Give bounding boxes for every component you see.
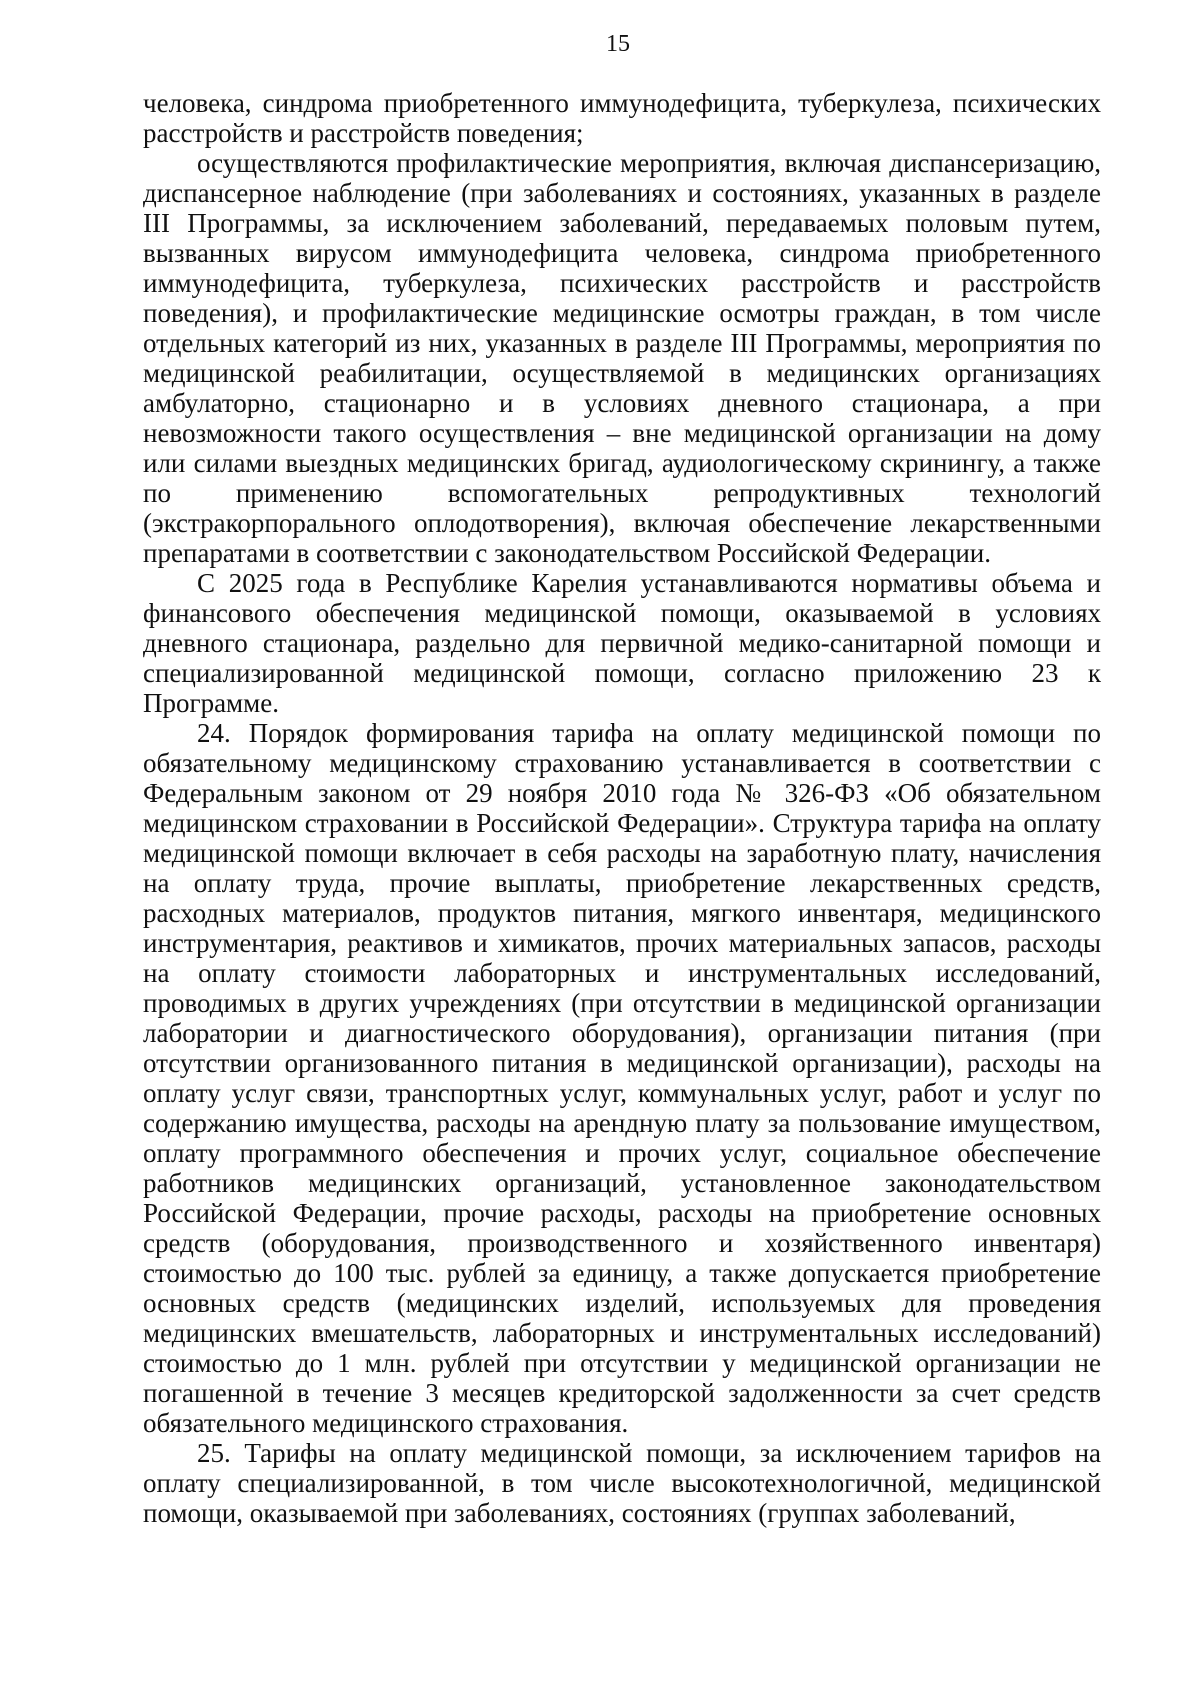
paragraph-day-hospital-norms: С 2025 года в Республике Карелия устанавливаются нормативы объема и финансового обеспечения медицинской помощи, оказываемой в условиях дневного стационара, раздельно для первичной медико-санитарной помощи и специализированной медицинской помощи, согласно приложению 23 к Программе. (143, 568, 1101, 718)
paragraph-item-24: 24. Порядок формирования тарифа на оплату медицинской помощи по обязательному медицинскому страхованию устанавливается в соответствии с Федеральным законом от 29 ноября 2010 года № 326-ФЗ «Об обязательном медицинском страховании в Российской Федерации». Структура тарифа на оплату медицинской помощи включает в себя расходы на заработную плату, начисления на оплату труда, прочие выплаты, приобретение лекарственных средств, расходных материалов, продуктов питания, мягкого инвентаря, медицинского инструментария, реактивов и химикатов, прочих материальных запасов, расходы на оплату стоимости лабораторных и инструментальных исследований, проводимых в других учреждениях (при отсутствии в медицинской организации лаборатории и диагностического оборудования), организации питания (при отсутствии организованного питания в медицинской организации), расходы на оплату услуг связи, транспортных услуг, коммунальных услуг, работ и услуг по содержанию имущества, расходы на арендную плату за пользование имуществом, оплату программного обеспечения и прочих услуг, социальное обеспечение работников медицинских организаций, установленное законодательством Российской Федерации, прочие расходы, расходы на приобретение основных средств (оборудования, производственного и хозяйственного инвентаря) стоимостью до 100 тыс. рублей за единицу, а также допускается приобретение основных средств (медицинских изделий, используемых для проведения медицинских вмешательств, лабораторных и инструментальных исследований) стоимостью до 1 млн. рублей при отсутствии у медицинской организации не погашенной в течение 3 месяцев кредиторской задолженности за счет средств обязательного медицинского страхования. (143, 718, 1101, 1438)
paragraph-item-25: 25. Тарифы на оплату медицинской помощи, за исключением тарифов на оплату специализированной, в том числе высокотехнологичной, медицинской помощи, оказываемой при заболеваниях, состояниях (группах заболеваний, (143, 1438, 1101, 1528)
page-number: 15 (606, 31, 630, 57)
paragraph-preventive-measures: осуществляются профилактические мероприятия, включая диспансеризацию, диспансерное наблюдение (при заболеваниях и состояниях, указанных в разделе III Программы, за исключением заболеваний, передаваемых половым путем, вызванных вирусом иммунодефицита человека, синдрома приобретенного иммунодефицита, туберкулеза, психических расстройств и расстройств поведения), и профилактические медицинские осмотры граждан, в том числе отдельных категорий из них, указанных в разделе III Программы, мероприятия по медицинской реабилитации, осуществляемой в медицинских организациях амбулаторно, стационарно и в условиях дневного стационара, а при невозможности такого осуществления – вне медицинской организации на дому или силами выездных медицинских бригад, аудиологическому скринингу, а также по применению вспомогательных репродуктивных технологий (экстракорпорального оплодотворения), включая обеспечение лекарственными препаратами в соответствии с законодательством Российской Федерации. (143, 148, 1101, 568)
paragraph-continuation: человека, синдрома приобретенного иммунодефицита, туберкулеза, психических расстройств и расстройств поведения; (143, 88, 1101, 148)
document-body (143, 88, 1101, 1528)
